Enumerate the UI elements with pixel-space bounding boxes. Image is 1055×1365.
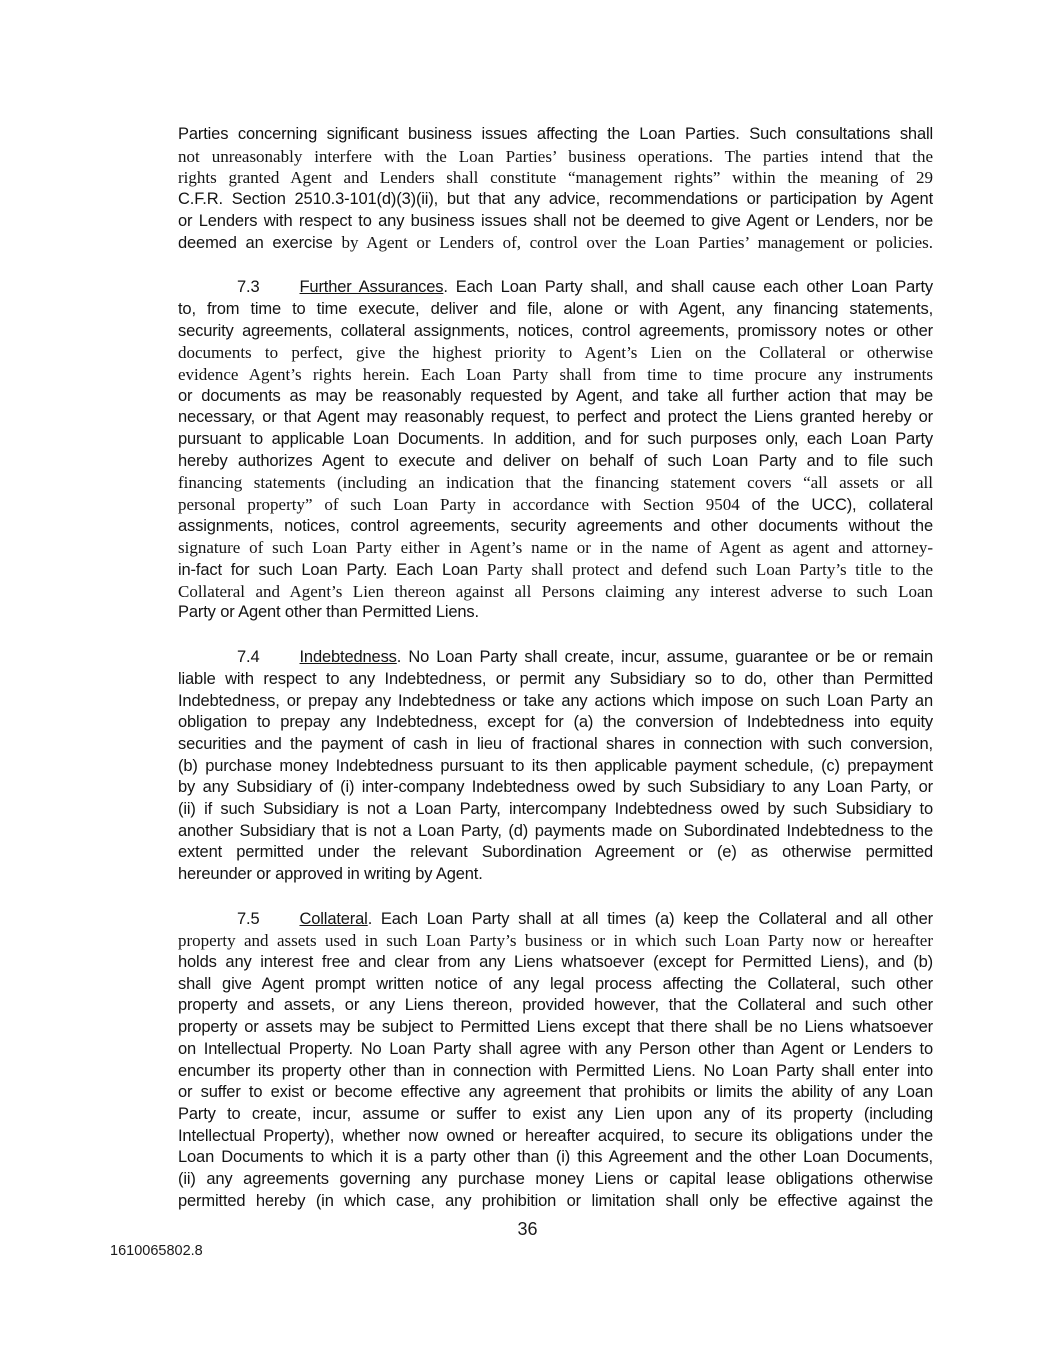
text-line <box>178 821 933 843</box>
text-segment: evidence Agent’s rights herein. Each Loan Party shall from time to time procure any instruments <box>178 364 933 384</box>
text-segment: . Each Loan Party shall, and shall cause each other Loan Party <box>443 278 933 297</box>
text-line <box>178 712 933 734</box>
tab-spacer <box>260 923 300 924</box>
text-line <box>178 472 933 494</box>
text-segment: liable with respect to any Indebtedness, or permit any Subsidiary so to do, other than Permitted <box>178 669 933 688</box>
text-segment: Indebtedness, or prepay any Indebtedness or take any actions which impose on such Loan Party an <box>178 691 933 710</box>
text-line <box>178 602 933 624</box>
text-segment: . No Loan Party shall create, incur, assume, guarantee or be or remain <box>396 648 933 667</box>
text-line <box>178 342 933 364</box>
text-segment: or suffer to exist or become effective any agreement that prohibits or limits the ability of any Loan <box>178 1083 933 1102</box>
text-segment: securities and the payment of cash in lieu of fractional shares in connection with such conversion, <box>178 734 933 753</box>
text-segment: by Agent or Lenders of, control over the Loan Parties’ management or policies. <box>341 233 933 253</box>
text-line <box>178 277 933 299</box>
text-line <box>178 516 933 538</box>
doc-id-footer: 1610065802.8 <box>110 1243 203 1259</box>
text-line <box>178 777 933 799</box>
text-segment: 7.4 <box>237 648 260 667</box>
text-segment: permitted hereby (in which case, any prohibition or limitation shall only be effective against the <box>178 1191 933 1210</box>
text-line <box>178 386 933 408</box>
text-segment: deemed an exercise <box>178 234 342 253</box>
text-segment: 7.3 <box>237 278 260 297</box>
text-segment: on Intellectual Property. No Loan Party shall agree with any Person other than Agent or Lenders to <box>178 1039 933 1058</box>
text-line <box>178 189 933 211</box>
text-line <box>178 1104 933 1126</box>
text-line <box>178 364 933 386</box>
text-segment: Party to create, incur, assume or suffer to exist any Lien upon any of its property (including <box>178 1104 933 1123</box>
text-line <box>178 451 933 473</box>
text-line <box>178 1082 933 1104</box>
text-segment: personal property” of such Loan Party in accordance with Section 9504 <box>178 495 752 514</box>
text-line <box>178 1169 933 1191</box>
page-number: 36 <box>517 1219 538 1239</box>
text-line <box>178 909 933 931</box>
text-line <box>178 995 933 1017</box>
text-line <box>178 494 933 516</box>
text-segment: (b) purchase money Indebtedness pursuant to its then applicable payment schedule, (c) prepayment <box>178 756 933 775</box>
text-segment: 7.5 <box>237 909 260 928</box>
text-segment: or documents as may be reasonably requested by Agent, and take all further action that may be <box>178 386 933 405</box>
paragraph <box>178 909 933 1213</box>
text-segment: Parties concerning significant business issues affecting the Loan Parties. Such consultations shall <box>178 125 933 143</box>
text-segment: hereunder or approved in writing by Agent. <box>178 865 483 883</box>
text-line <box>178 647 933 669</box>
text-segment: or Lenders with respect to any business issues shall not be deemed to give Agent or Lenders, nor be <box>178 211 933 230</box>
text-segment: in-fact for such Loan Party. Each Loan <box>178 561 487 580</box>
text-line <box>178 974 933 996</box>
section-heading: Further Assurances <box>299 278 444 297</box>
text-segment: Party shall protect and defend such Loan Party’s title to the <box>486 560 933 580</box>
text-segment: hereby authorizes Agent to execute and deliver on behalf of such Loan Party and to file such <box>178 451 933 470</box>
text-segment: financing statements (including an indication that the financing statement covers “all assets or all <box>178 473 933 493</box>
text-segment: extent permitted under the relevant Subordination Agreement or (e) as otherwise permitted <box>178 843 933 862</box>
text-segment: another Subsidiary that is not a Loan Party, (d) payments made on Subordinated Indebtedness to the <box>178 821 933 840</box>
text-line <box>178 232 933 254</box>
text-line <box>178 146 933 168</box>
text-segment: signature of such Loan Party either in Agent’s name or in the name of Agent as agent and attorney- <box>178 538 933 558</box>
text-segment: Loan Documents to which it is a party other than (i) this Agreement and the other Loan Documents, <box>178 1148 933 1167</box>
text-line <box>178 1061 933 1083</box>
text-segment: Intellectual Property), whether now owned or hereafter acquired, to secure its obligations under the <box>178 1126 933 1145</box>
text-line <box>178 1191 933 1213</box>
text-segment: . Each Loan Party shall at all times (a) keep the Collateral and all other <box>367 909 933 928</box>
text-line <box>178 167 933 189</box>
text-segment: by any Subsidiary of (i) inter-company Indebtedness owed by such Subsidiary to any Loan Party, or <box>178 778 933 797</box>
text-line <box>178 211 933 233</box>
text-segment: holds any interest free and clear from any Liens whatsoever (except for Permitted Liens), and (b) <box>178 953 933 972</box>
tab-spacer <box>178 291 237 292</box>
text-segment: (ii) any agreements governing any purchase money Liens or capital lease obligations otherwise <box>178 1169 933 1188</box>
text-line <box>178 537 933 559</box>
text-line <box>178 1017 933 1039</box>
text-segment: necessary, or that Agent may reasonably request, to perfect and protect the Liens granted hereby or <box>178 408 933 427</box>
text-line <box>178 299 933 321</box>
text-line <box>178 669 933 691</box>
paragraph <box>178 124 933 254</box>
text-line <box>178 1147 933 1169</box>
text-segment: property and assets used in such Loan Party’s business or in which such Loan Party now or hereafter <box>178 931 933 951</box>
text-line <box>178 799 933 821</box>
text-segment: pursuant to applicable Loan Documents. In addition, and for such purposes only, each Loan Party <box>178 429 933 448</box>
section-heading: Collateral <box>299 909 368 928</box>
text-line <box>178 1039 933 1061</box>
tab-spacer <box>178 923 237 924</box>
paragraph <box>178 277 933 624</box>
text-segment: to, from time to time execute, deliver and file, alone or with Agent, any financing statements, <box>178 299 933 318</box>
text-segment: obligation to prepay any Indebtedness, except for (a) the conversion of Indebtedness into equity <box>178 713 933 732</box>
text-segment: assignments, notices, control agreements, security agreements and other documents without the <box>178 516 933 535</box>
text-segment: C.F.R. Section 2510.3-101(d)(3)(ii), but that any advice, recommendations or participation by Agent <box>178 190 933 209</box>
text-segment: Party or Agent other than Permitted Liens. <box>178 603 479 622</box>
text-line <box>178 842 933 864</box>
tab-spacer <box>260 291 300 292</box>
text-line <box>178 864 933 886</box>
text-segment: Collateral and Agent’s Lien thereon against all Persons claiming any interest adverse to such Loan <box>178 581 933 601</box>
paragraph <box>178 647 933 886</box>
text-segment: not unreasonably interfere with the Loan Parties’ business operations. The parties intend that the <box>178 146 933 166</box>
tab-spacer <box>260 661 300 662</box>
text-segment: property and assets, or any Liens thereon, provided however, that the Collateral and such other <box>178 996 933 1015</box>
text-line <box>178 952 933 974</box>
text-line <box>178 691 933 713</box>
text-segment: of the UCC), collateral <box>751 496 933 514</box>
text-segment: encumber its property other than in connection with Permitted Liens. No Loan Party shall enter into <box>178 1061 933 1080</box>
text-line <box>178 124 933 146</box>
text-line <box>178 756 933 778</box>
text-segment: shall give Agent prompt written notice of any legal process affecting the Collateral, such other <box>178 974 933 993</box>
text-segment: security agreements, collateral assignments, notices, control agreements, promissory notes or other <box>178 321 933 340</box>
tab-spacer <box>178 661 237 662</box>
text-segment: (ii) if such Subsidiary is not a Loan Party, intercompany Indebtedness owed by such Subsidiary to <box>178 799 933 818</box>
text-line <box>178 321 933 343</box>
text-segment: rights granted Agent and Lenders shall constitute “management rights” within the meaning of 29 <box>178 168 933 188</box>
text-line <box>178 930 933 952</box>
text-line <box>178 407 933 429</box>
text-line <box>178 734 933 756</box>
text-line <box>178 1126 933 1148</box>
section-heading: Indebtedness <box>299 648 397 667</box>
text-line <box>178 559 933 581</box>
text-line <box>178 429 933 451</box>
text-segment: property or assets may be subject to Permitted Liens except that there shall be no Liens whatsoever <box>178 1018 933 1037</box>
document-body <box>178 124 933 1212</box>
text-line <box>178 581 933 603</box>
text-segment: documents to perfect, give the highest priority to Agent’s Lien on the Collateral or otherwise <box>178 343 933 363</box>
